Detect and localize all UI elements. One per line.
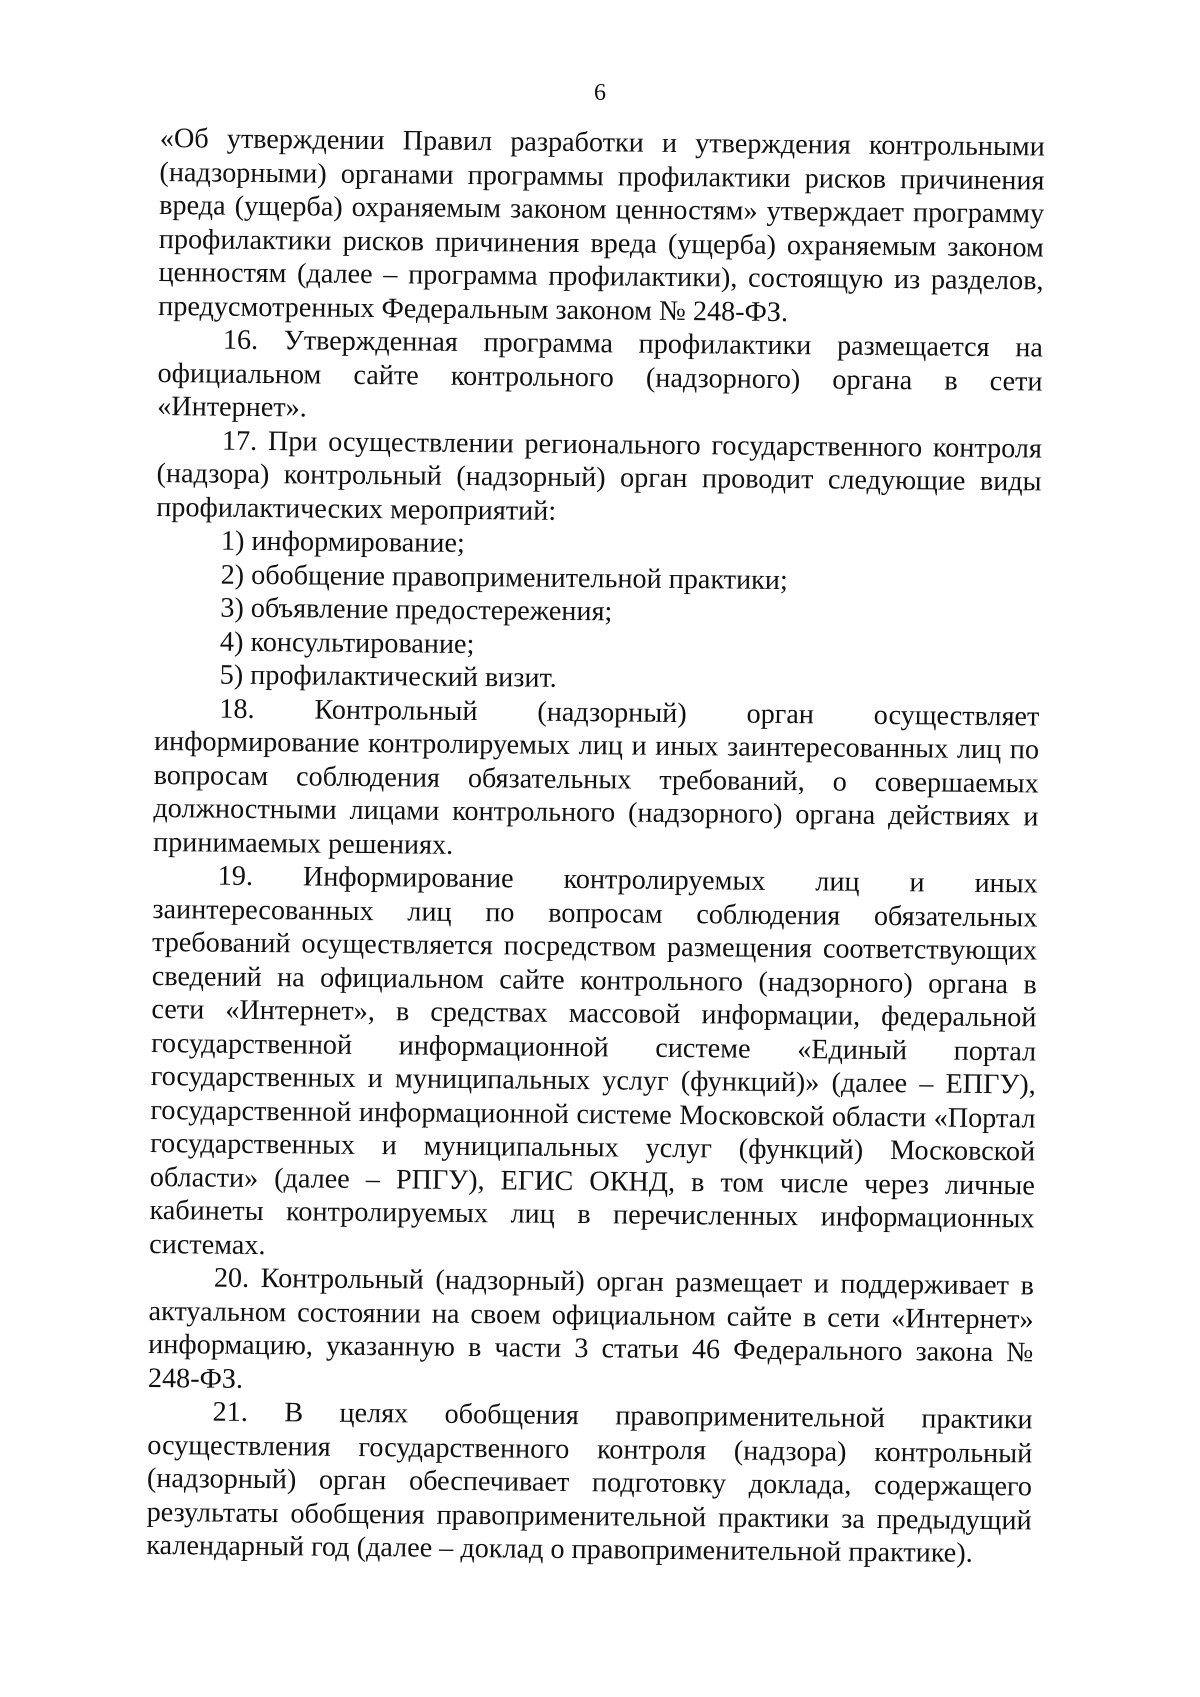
- paragraph-16: 16. Утвержденная программа профилактики размещается на официальном сайте контрольного (надзорного) органа в сети «Интернет».: [157, 324, 1044, 424]
- list-item-3: 3) объявление предостережения;: [220, 592, 613, 628]
- paragraph-19: 19. Информирование контролируемых лиц и иных заинтересованных лиц по вопросам соблюдения обязательных требований осуществляется посредством размещения соответствующих сведений на официальном сайте контрольного (надзорного) органа в сети «Интернет», в средствах массовой информации, федеральной государственной информационной системе «Единый портал государственных и муниципальных услуг (функций)» (далее – ЕПГУ), государственной информационной системе Московской области «Портал государственных и муниципальных услуг (функций) Московской области» (далее – РПГУ), ЕГИС ОКНД, в том числе через личные кабинеты контролируемых лиц в перечисленных информационных системах.: [149, 860, 1038, 1261]
- document-body: [146, 122, 1045, 1571]
- list-item-5: 5) профилактический визит.: [219, 659, 557, 694]
- paragraph-continuation: «Об утверждении Правил разработки и утверждения контрольными (надзорными) органами программы профилактики рисков причинения вреда (ущерба) охраняемым законом ценностям» утверждает программу профилактики рисков причинения вреда (ущерба) охраняемым законом ценностям (далее – программа профилактики), состоящую из разделов, предусмотренных Федеральным законом № 248-ФЗ.: [158, 122, 1045, 328]
- page-number: 6: [594, 80, 606, 106]
- list-item-1: 1) информирование;: [220, 525, 465, 559]
- paragraph-17: 17. При осуществлении регионального государственного контроля (надзора) контрольный (надзорный) орган проводит следующие виды профилактических мероприятий:: [156, 425, 1043, 527]
- list-item-2: 2) обобщение правоприменительной практики;: [220, 559, 788, 596]
- paragraph-18: 18. Контрольный (надзорный) орган осуществляет информирование контролируемых лиц и иных заинтересованных лиц по вопросам соблюдения обязательных требований, о совершаемых должностными лицами контрольного (надзорного) органа действиях и принимаемых решениях.: [152, 693, 1040, 861]
- paragraph-20: 20. Контрольный (надзорный) орган размещает и поддерживает в актуальном состоянии на своем официальном сайте в сети «Интернет» информацию, указанную в части 3 статьи 46 Федерального закона № 248-ФЗ.: [147, 1262, 1035, 1395]
- list-item-4: 4) консультирование;: [219, 626, 475, 660]
- paragraph-21: 21. В целях обобщения правоприменительной практики осуществления государственного контроля (надзора) контрольный (надзорный) орган обеспечивает подготовку доклада, содержащего результаты обобщения правоприменительной практики за предыдущий календарный год (далее – доклад о правоприменительной практике).: [146, 1396, 1033, 1569]
